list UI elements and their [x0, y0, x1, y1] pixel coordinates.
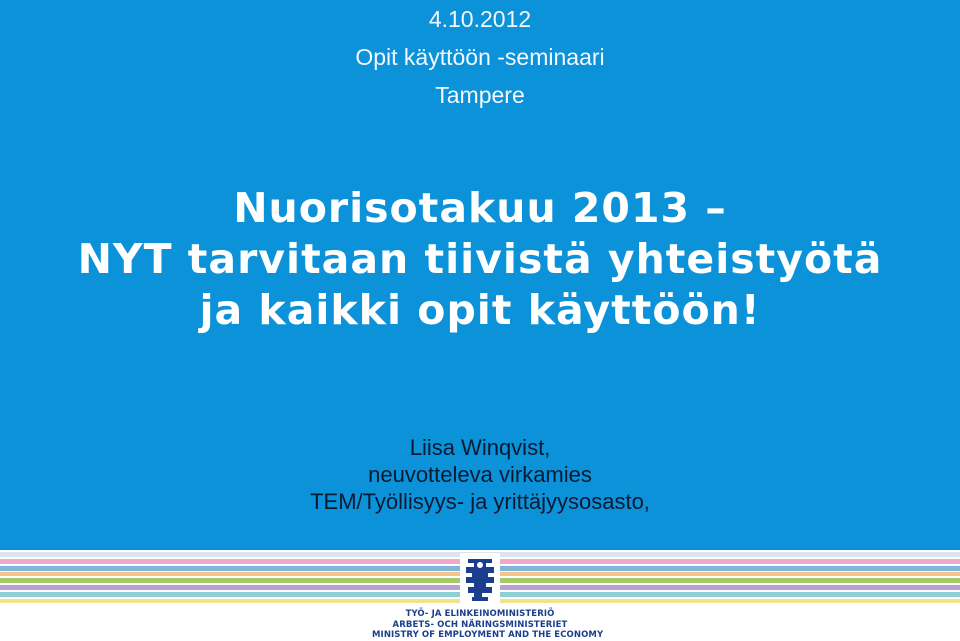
slide-header	[260, 0, 700, 114]
slide-title	[0, 183, 960, 336]
event-name: Opit käyttöön -seminaari	[355, 44, 605, 70]
lion-crest-icon	[460, 553, 500, 607]
ministry-name-en: MINISTRY OF EMPLOYMENT AND THE ECONOMY	[372, 630, 604, 640]
event-date: 4.10.2012	[428, 6, 532, 32]
title-line-2: NYT tarvitaan tiivistä yhteistyötä	[77, 235, 883, 283]
ministry-logo	[372, 553, 604, 641]
author-department: TEM/Työllisyys- ja yrittäjyysosasto,	[310, 489, 650, 514]
title-line-3: ja kaikki opit käyttöön!	[199, 286, 761, 334]
title-line-1: Nuorisotakuu 2013 –	[233, 184, 727, 232]
ministry-name-fi: TYÖ- JA ELINKEINOMINISTERIÖ	[405, 609, 555, 619]
event-place: Tampere	[435, 82, 525, 108]
author-role: neuvotteleva virkamies	[368, 462, 592, 487]
ministry-name	[372, 609, 604, 641]
author-block	[0, 434, 960, 515]
author-name: Liisa Winqvist,	[409, 435, 551, 460]
ministry-name-sv: ARBETS- OCH NÄRINGSMINISTERIET	[392, 619, 568, 630]
